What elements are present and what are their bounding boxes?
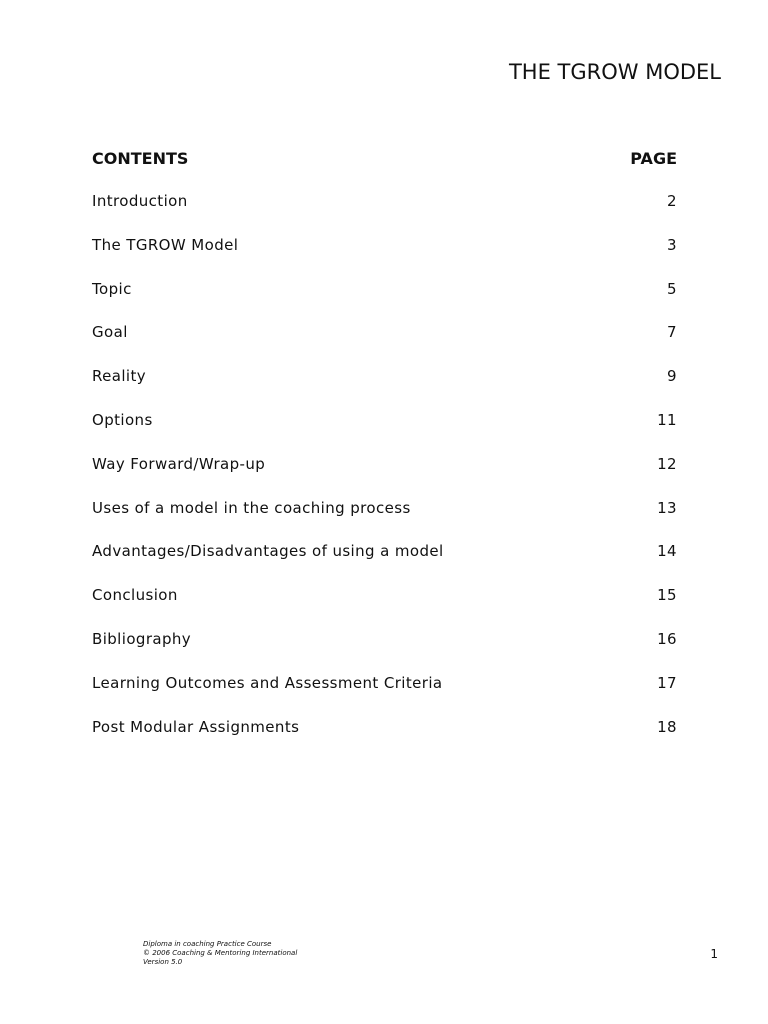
toc-entry-tgrow-model [92,236,677,280]
toc-entry-post-modular-assignments [92,718,677,762]
toc-entry-introduction [92,192,677,236]
toc-entry-page: 7 [667,323,677,342]
toc-entry-advantages [92,542,677,586]
footer-copyright: © 2006 Coaching & Mentoring International [143,949,298,957]
toc-entry-page: 16 [657,629,677,648]
toc-entry-label: Options [92,410,153,429]
toc-entry-page: 2 [667,192,677,210]
toc-entry-options [92,411,677,455]
toc-entry-learning-outcomes [92,674,677,718]
toc-entry-label: Learning Outcomes and Assessment Criteria [92,673,443,692]
toc-entry-page: 9 [667,367,677,386]
toc-entry-page: 14 [657,542,677,561]
toc-entry-label: Bibliography [92,629,192,648]
toc-entry-bibliography [92,630,677,674]
toc-entry-page: 11 [657,410,677,429]
toc-entry-page: 5 [667,279,677,298]
page-column-heading: PAGE [630,149,677,168]
toc-entry-label: Way Forward/Wrap-up [92,454,266,473]
table-of-contents [92,192,677,761]
footer-course-name: Diploma in coaching Practice Course [143,940,272,948]
toc-entry-label: Topic [92,279,132,298]
toc-entry-label: Conclusion [92,586,178,605]
toc-entry-page: 17 [657,673,677,692]
toc-entry-label: Uses of a model in the coaching process [92,498,411,517]
toc-entry-page: 12 [657,454,677,473]
toc-entry-page: 13 [657,498,677,517]
toc-entry-way-forward [92,455,677,499]
document-title: THE TGROW MODEL [508,60,721,84]
toc-entry-goal [92,323,677,367]
toc-entry-label: Post Modular Assignments [92,717,300,736]
contents-heading: CONTENTS [92,149,189,168]
toc-entry-label: Introduction [92,192,188,210]
page-number: 1 [710,947,718,961]
toc-entry-label: The TGROW Model [92,235,239,254]
footer-version: Version 5.0 [143,958,183,966]
toc-entry-reality [92,367,677,411]
toc-entry-label: Advantages/Disadvantages of using a model [92,542,444,561]
toc-entry-label: Reality [92,367,147,386]
toc-entry-page: 3 [667,235,677,254]
toc-entry-topic [92,280,677,324]
toc-entry-label: Goal [92,323,128,342]
footer-note [143,940,297,967]
toc-entry-page: 18 [657,717,677,736]
toc-entry-conclusion [92,586,677,630]
toc-entry-uses-of-model [92,499,677,543]
toc-entry-page: 15 [657,586,677,605]
